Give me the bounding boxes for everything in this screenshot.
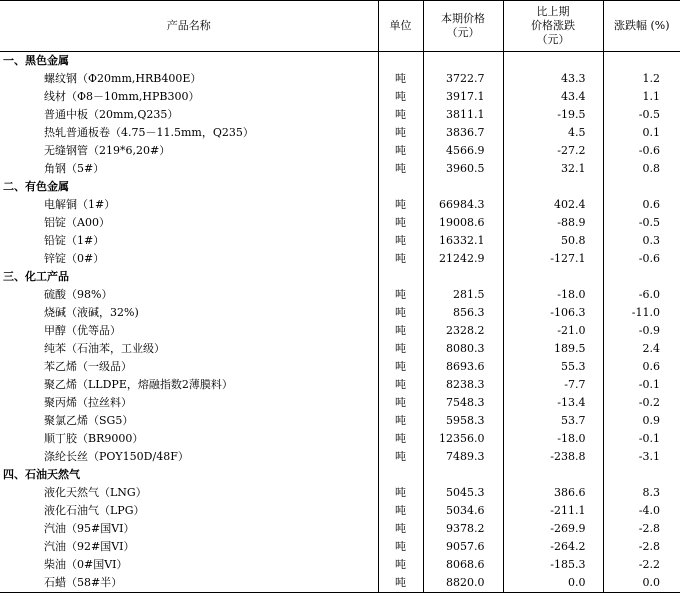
price-cell: 12356.0 [423,430,503,448]
price-cell: 7548.3 [423,394,503,412]
product-name: 涤纶长丝（POY150D/48F） [44,450,189,463]
price-cell: 66984.3 [423,196,503,214]
product-name: 甲醇（优等品） [44,324,121,337]
table-row [0,574,680,593]
unit-cell: 吨 [378,106,423,124]
price-cell: 9378.2 [423,520,503,538]
percent-cell: 1.1 [603,88,680,106]
product-name: 汽油（95#国VI） [44,522,135,535]
table-row [0,520,680,538]
percent-cell: 0.8 [603,160,680,178]
category-row [0,178,680,196]
unit-cell [378,52,423,71]
price-cell: 2328.2 [423,322,503,340]
unit-cell: 吨 [378,214,423,232]
unit-cell: 吨 [378,70,423,88]
percent-cell: 0.9 [603,412,680,430]
price-cell: 8693.6 [423,358,503,376]
percent-cell [603,268,680,286]
table-row [0,232,680,250]
price-cell: 9057.6 [423,538,503,556]
header-change-percent: 涨跌幅 (%) [603,1,680,52]
percent-cell: 0.6 [603,358,680,376]
percent-cell: -2.8 [603,538,680,556]
change-cell: 50.8 [503,232,603,250]
price-cell: 5958.3 [423,412,503,430]
table-row [0,88,680,106]
product-name: 顺丁胶（BR9000） [44,432,144,445]
product-name: 苯乙烯（一级品） [44,360,132,373]
table-row [0,376,680,394]
percent-cell [603,178,680,196]
percent-cell: -0.6 [603,142,680,160]
percent-cell: 0.1 [603,124,680,142]
table-row [0,358,680,376]
percent-cell: -0.2 [603,394,680,412]
percent-cell [603,52,680,71]
price-cell: 16332.1 [423,232,503,250]
percent-cell: -0.1 [603,376,680,394]
table-row [0,160,680,178]
percent-cell: -0.1 [603,430,680,448]
change-cell: -127.1 [503,250,603,268]
product-name: 热轧普通板卷（4.75－11.5mm，Q235） [44,126,254,139]
change-cell: -88.9 [503,214,603,232]
product-name: 聚丙烯（拉丝料） [44,396,132,409]
header-price-change: 比上期 价格涨跌 （元） [503,1,603,52]
price-cell: 8820.0 [423,574,503,593]
unit-cell: 吨 [378,322,423,340]
percent-cell: 1.2 [603,70,680,88]
category-row [0,52,680,71]
product-name: 液化石油气（LPG） [44,504,145,517]
price-cell: 3960.5 [423,160,503,178]
unit-cell: 吨 [378,286,423,304]
table-body [0,52,680,593]
product-name: 烧碱（液碱，32%) [44,306,139,319]
percent-cell: -0.9 [603,322,680,340]
product-name: 聚氯乙烯（SG5） [44,414,134,427]
category-name: 一、黑色金属 [3,54,69,67]
table-row [0,304,680,322]
change-cell: 43.4 [503,88,603,106]
category-name: 四、石油天然气 [3,468,80,481]
price-cell [423,466,503,484]
price-cell: 8068.6 [423,556,503,574]
product-name: 聚乙烯（LLDPE，熔融指数2薄膜料） [44,378,233,391]
percent-cell: -2.2 [603,556,680,574]
unit-cell [378,268,423,286]
price-cell [423,52,503,71]
product-name: 无缝钢管（219*6,20#） [44,144,171,157]
change-cell [503,466,603,484]
change-cell: -211.1 [503,502,603,520]
percent-cell: -2.8 [603,520,680,538]
change-cell [503,178,603,196]
price-cell [423,178,503,196]
product-name: 液化天然气（LNG） [44,486,147,499]
product-name: 铅锭（1#） [44,234,105,247]
header-current-price: 本期价格 （元） [423,1,503,52]
change-cell: -21.0 [503,322,603,340]
header-row [0,1,680,52]
percent-cell: -4.0 [603,502,680,520]
table-row [0,556,680,574]
change-cell: -19.5 [503,106,603,124]
change-cell: -13.4 [503,394,603,412]
table-row [0,538,680,556]
change-cell: 402.4 [503,196,603,214]
unit-cell: 吨 [378,232,423,250]
percent-cell: 0.6 [603,196,680,214]
change-cell: -7.7 [503,376,603,394]
unit-cell: 吨 [378,412,423,430]
table-row [0,340,680,358]
table-row [0,412,680,430]
header-product-name: 产品名称 [0,1,378,52]
price-cell: 3917.1 [423,88,503,106]
table-row [0,142,680,160]
table-row [0,448,680,466]
change-cell: -269.9 [503,520,603,538]
price-cell: 3836.7 [423,124,503,142]
table-row [0,214,680,232]
percent-cell: 8.3 [603,484,680,502]
unit-cell: 吨 [378,502,423,520]
change-cell: 43.3 [503,70,603,88]
category-row [0,466,680,484]
header-unit: 单位 [378,1,423,52]
product-name: 柴油（0#国VI） [44,558,128,571]
price-cell: 7489.3 [423,448,503,466]
unit-cell: 吨 [378,394,423,412]
category-row [0,268,680,286]
unit-cell: 吨 [378,556,423,574]
table-row [0,502,680,520]
unit-cell: 吨 [378,358,423,376]
change-cell: -264.2 [503,538,603,556]
unit-cell: 吨 [378,88,423,106]
product-name: 锌锭（0#） [44,252,105,265]
unit-cell: 吨 [378,340,423,358]
change-cell: 189.5 [503,340,603,358]
change-cell: -18.0 [503,430,603,448]
product-name: 硫酸（98%） [44,288,113,301]
percent-cell: 0.0 [603,574,680,593]
change-cell: 0.0 [503,574,603,593]
unit-cell [378,466,423,484]
product-name: 石蜡（58#半） [0,574,378,593]
table-row [0,484,680,502]
unit-cell: 吨 [378,430,423,448]
product-name: 铝锭（A00） [44,216,110,229]
unit-cell: 吨 [378,448,423,466]
table-row [0,124,680,142]
product-name: 纯苯（石油苯，工业级） [44,342,165,355]
price-cell: 8238.3 [423,376,503,394]
table-row [0,286,680,304]
percent-cell: -11.0 [603,304,680,322]
table-row [0,430,680,448]
price-cell: 281.5 [423,286,503,304]
percent-cell: 0.3 [603,232,680,250]
unit-cell: 吨 [378,376,423,394]
table-row [0,196,680,214]
product-name: 角钢（5#） [44,162,105,175]
change-cell: -106.3 [503,304,603,322]
price-cell: 8080.3 [423,340,503,358]
price-cell: 3722.7 [423,70,503,88]
change-cell [503,268,603,286]
product-name: 线材（Φ8－10mm,HPB300） [44,90,200,103]
category-name: 二、有色金属 [3,180,69,193]
table-row [0,250,680,268]
table-row [0,322,680,340]
change-cell: -18.0 [503,286,603,304]
unit-cell: 吨 [378,196,423,214]
percent-cell: -6.0 [603,286,680,304]
product-name: 汽油（92#国VI） [44,540,135,553]
percent-cell: 2.4 [603,340,680,358]
price-cell: 5045.3 [423,484,503,502]
unit-cell: 吨 [378,160,423,178]
product-name: 电解铜（1#） [44,198,116,211]
table-row [0,70,680,88]
change-cell: 55.3 [503,358,603,376]
price-cell: 21242.9 [423,250,503,268]
price-cell: 856.3 [423,304,503,322]
change-cell: -185.3 [503,556,603,574]
percent-cell: -0.5 [603,214,680,232]
unit-cell: 吨 [378,124,423,142]
percent-cell: -0.6 [603,250,680,268]
unit-cell: 吨 [378,484,423,502]
price-cell: 4566.9 [423,142,503,160]
percent-cell [603,466,680,484]
product-name: 普通中板（20mm,Q235） [44,108,179,121]
unit-cell: 吨 [378,304,423,322]
price-cell: 5034.6 [423,502,503,520]
change-cell: 4.5 [503,124,603,142]
change-cell [503,52,603,71]
change-cell: -27.2 [503,142,603,160]
unit-cell: 吨 [378,250,423,268]
unit-cell [378,178,423,196]
table-row [0,106,680,124]
unit-cell: 吨 [378,574,423,593]
unit-cell: 吨 [378,142,423,160]
price-cell [423,268,503,286]
price-cell: 19008.6 [423,214,503,232]
change-cell: 53.7 [503,412,603,430]
change-cell: -238.8 [503,448,603,466]
category-name: 三、化工产品 [3,270,69,283]
unit-cell: 吨 [378,520,423,538]
table-row [0,394,680,412]
percent-cell: -0.5 [603,106,680,124]
change-cell: 386.6 [503,484,603,502]
change-cell: 32.1 [503,160,603,178]
percent-cell: -3.1 [603,448,680,466]
price-cell: 3811.1 [423,106,503,124]
unit-cell: 吨 [378,538,423,556]
product-name: 螺纹钢（Φ20mm,HRB400E） [44,72,202,85]
